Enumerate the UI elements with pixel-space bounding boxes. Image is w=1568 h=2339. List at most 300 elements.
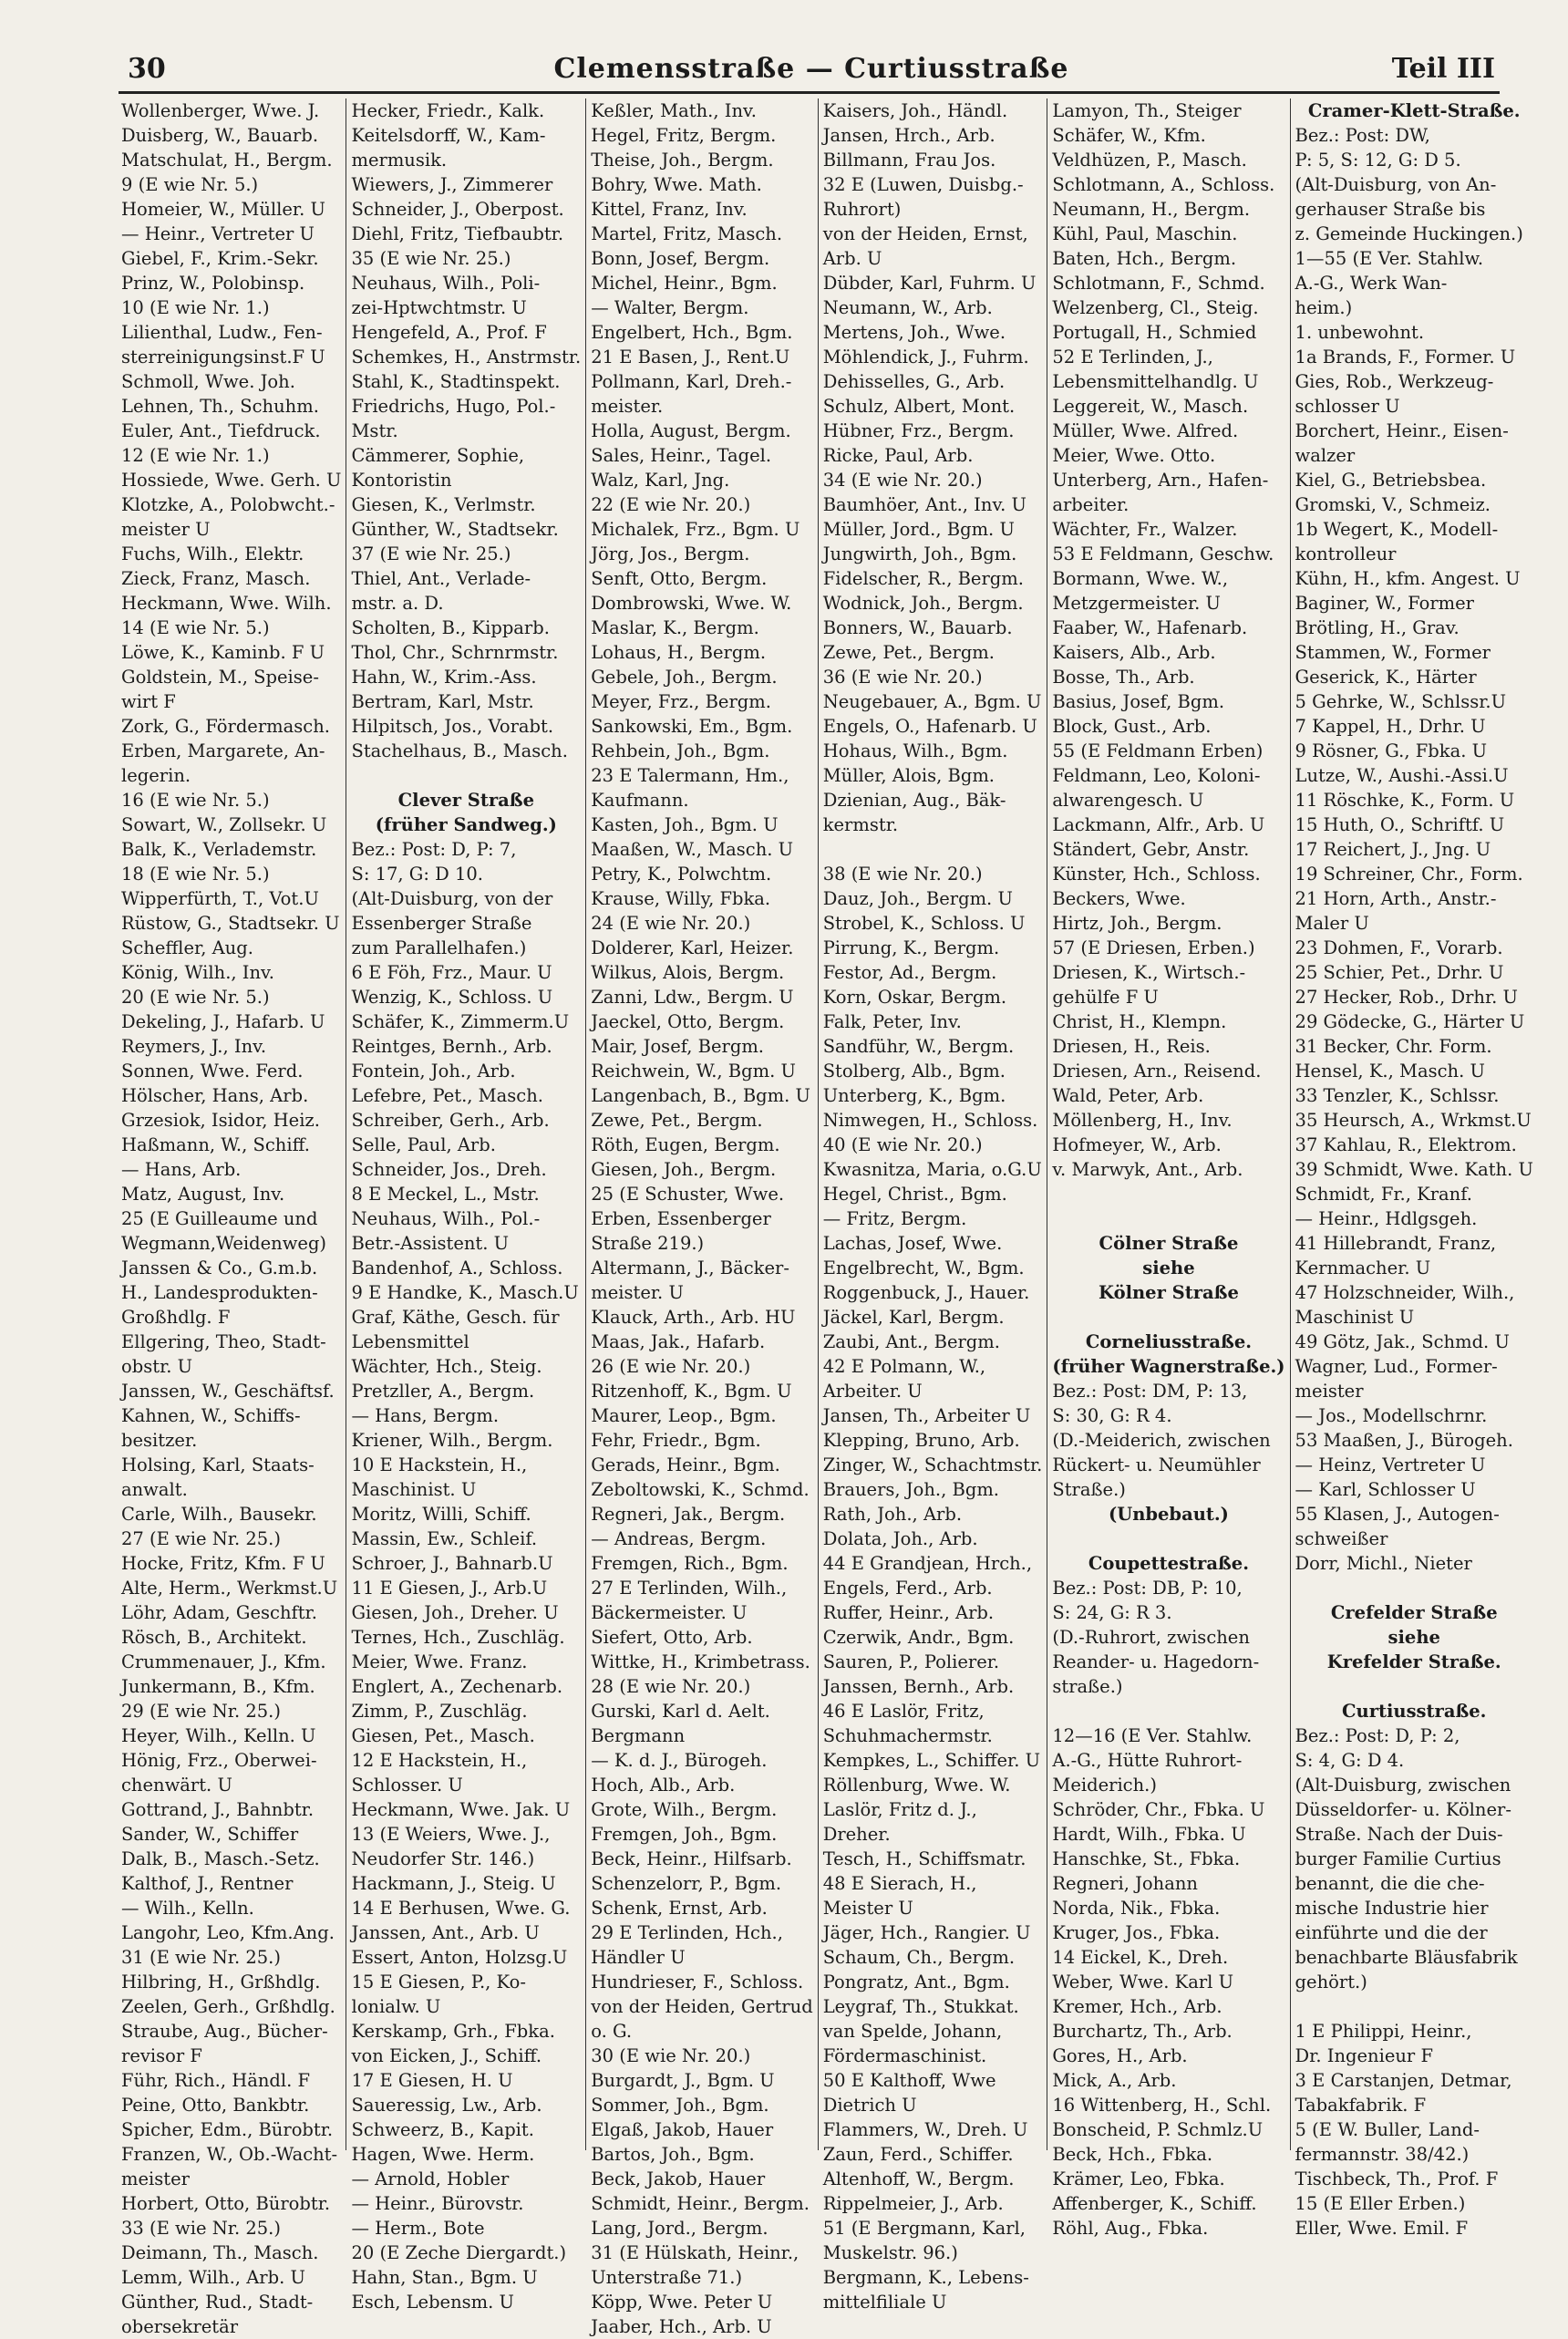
entry-line: Schlotmann, F., Schmd.	[1052, 273, 1265, 294]
entry-line: Cämmerer, Sophie,	[351, 445, 525, 466]
entry-line: Hardt, Wilh., Fbka. U	[1052, 1824, 1246, 1845]
entry-line: 12 (E wie Nr. 1.)	[121, 445, 270, 466]
entry-line: Kaufmann.	[591, 790, 689, 811]
entry-line: Düsseldorfer- u. Kölner-	[1295, 1799, 1511, 1820]
entry-line: straße.)	[1052, 1676, 1123, 1697]
entry-line: 27 Hecker, Rob., Drhr. U	[1295, 987, 1518, 1008]
entry-line: Baginer, W., Former	[1295, 593, 1475, 614]
entry-line: — Heinr., Bürovstr.	[351, 2193, 524, 2214]
entry-line: Dübder, Karl, Fuhrm. U	[822, 273, 1037, 294]
entry-line: Lohaus, H., Bergm.	[591, 642, 767, 663]
entry-line: 27 E Terlinden, Wilh.,	[591, 1578, 788, 1599]
entry-line: 10 E Hackstein, H.,	[351, 1454, 528, 1475]
entry-line	[1295, 1674, 1533, 1699]
entry-line: 53 Maaßen, J., Bürogeh.	[1295, 1430, 1513, 1451]
entry-line: Führ, Rich., Händl. F	[121, 2070, 311, 2091]
entry-line: Röth, Eugen, Bergm.	[591, 1134, 780, 1155]
entry-line: Dr. Ingenieur F	[1295, 2045, 1433, 2066]
entry-line: Wenzig, K., Schloss. U	[351, 987, 553, 1008]
entry-line: Jäger, Hch., Rangier. U	[822, 1922, 1031, 1943]
entry-line: von der Heiden, Gertrud	[591, 1996, 813, 2017]
entry-line: gerhauser Straße bis	[1295, 199, 1486, 220]
entry-line: S: 17, G: D 10.	[351, 864, 483, 885]
entry-line: Balk, K., Verlademstr.	[121, 839, 317, 860]
entry-line: Tesch, H., Schiffsmatr.	[822, 1848, 1026, 1869]
entry-line: Kaisers, Alb., Arb.	[1052, 642, 1216, 663]
entry-line	[1052, 1182, 1284, 1206]
entry-line: (Alt-Duisburg, zwischen	[1295, 1775, 1511, 1796]
entry-line: Weber, Wwe. Karl U	[1052, 1972, 1234, 1992]
entry-line: Klotzke, A., Polobwcht.-	[121, 494, 335, 515]
entry-line: Beck, Jakob, Hauer	[591, 2168, 766, 2189]
entry-line: Reymers, J., Inv.	[121, 1036, 267, 1057]
entry-line: Bez.: Post: DW,	[1295, 125, 1430, 146]
entry-line: Hundrieser, F., Schloss.	[591, 1972, 804, 1992]
entry-line: König, Wilh., Inv.	[121, 962, 274, 983]
entry-line: z. Gemeinde Huckingen.)	[1295, 223, 1523, 244]
entry-line: Czerwik, Andr., Bgm.	[822, 1627, 1015, 1648]
entry-line: Euler, Ant., Tiefdruck.	[121, 420, 321, 441]
entry-line: Klauck, Arth., Arb. HU	[591, 1307, 796, 1328]
entry-line: Großhdlg. F	[121, 1307, 231, 1328]
entry-line: gehört.)	[1295, 1972, 1367, 1992]
entry-line: 47 Holzschneider, Wilh.,	[1295, 1282, 1515, 1303]
entry-line: Driesen, H., Reis.	[1052, 1036, 1211, 1057]
entry-line: Kruger, Jos., Fbka.	[1052, 1922, 1221, 1943]
entry-line: — Walter, Bergm.	[591, 297, 749, 318]
entry-line: S: 4, G: D 4.	[1295, 1750, 1405, 1771]
entry-line: Fremgen, Rich., Bgm.	[591, 1553, 789, 1574]
entry-line: 1 E Philippi, Heinr.,	[1295, 2021, 1472, 2042]
entry-line: Reichwein, W., Bgm. U	[591, 1061, 796, 1082]
entry-line: Billmann, Frau Jos.	[822, 150, 996, 171]
entry-line: 16 (E wie Nr. 5.)	[121, 790, 270, 811]
entry-line: arbeiter.	[1052, 494, 1130, 515]
entry-line: Cramer-Klett-Straße.	[1307, 100, 1521, 121]
entry-line: Giebel, F., Krim.-Sekr.	[121, 248, 319, 269]
entry-line: 11 E Giesen, J., Arb.U	[351, 1578, 548, 1599]
entry-line: Schmidt, Fr., Kranf.	[1295, 1184, 1472, 1205]
entry-line: Krefelder Straße.	[1326, 1651, 1501, 1672]
entry-line: Jörg, Jos., Bergm.	[591, 543, 750, 564]
entry-line: von Eicken, J., Schiff.	[351, 2045, 542, 2066]
entry-line: van Spelde, Johann,	[822, 2021, 1003, 2042]
entry-line: Meier, Wwe. Franz.	[351, 1651, 528, 1672]
entry-line: Falk, Peter, Inv.	[822, 1011, 962, 1032]
entry-line: Meyer, Frz., Bergm.	[591, 691, 771, 712]
entry-line: Bertram, Karl, Mstr.	[351, 691, 534, 712]
entry-line: Rippelmeier, J., Arb.	[822, 2193, 1004, 2214]
entry-line: Keitelsdorff, W., Kam-	[351, 125, 546, 146]
entry-line: meister. U	[591, 1282, 684, 1303]
entry-line: Hossiede, Wwe. Gerh. U	[121, 470, 342, 491]
entry-line: Unterberg, K., Bgm.	[822, 1085, 1006, 1106]
entry-line: Neumann, W., Arb.	[822, 297, 993, 318]
entry-line: Thol, Chr., Schrnrmstr.	[351, 642, 559, 663]
entry-line: Duisberg, W., Bauarb.	[121, 125, 319, 146]
entry-line: Gebele, Joh., Bergm.	[591, 667, 778, 688]
entry-line: Sales, Heinr., Tagel.	[591, 445, 772, 466]
entry-line: Stahl, K., Stadtinspekt.	[351, 371, 561, 392]
entry-line: Schneider, Jos., Dreh.	[351, 1159, 547, 1180]
entry-line: (Unbebaut.)	[1108, 1504, 1229, 1525]
entry-line: siehe	[1387, 1627, 1440, 1648]
entry-line: 40 (E wie Nr. 20.)	[822, 1134, 983, 1155]
entry-line: Kittel, Franz, Inv.	[591, 199, 748, 220]
entry-line: Scheffler, Aug.	[121, 937, 253, 958]
entry-line: sterreinigungsinst.F U	[121, 347, 325, 367]
entry-line: Strobel, K., Schloss. U	[822, 913, 1026, 934]
entry-line: Clever Straße	[397, 790, 535, 811]
entry-line: Dietrich U	[822, 2095, 917, 2116]
entry-line: Langenbach, B., Bgm. U	[591, 1085, 810, 1106]
entry-line: Dreher.	[822, 1824, 891, 1845]
entry-line: burger Familie Curtius	[1295, 1848, 1501, 1869]
entry-line: Kühl, Paul, Maschin.	[1052, 223, 1238, 244]
entry-line: kontrolleur	[1295, 543, 1397, 564]
entry-line: Gromski, V., Schmeiz.	[1295, 494, 1491, 515]
entry-line: 15 (E Eller Erben.)	[1295, 2193, 1466, 2214]
entry-line: Günther, W., Stadtsekr.	[351, 519, 559, 540]
entry-line: 20 (E Zeche Diergardt.)	[351, 2242, 567, 2263]
entry-line: Senft, Otto, Bergm.	[591, 568, 768, 589]
entry-line: Curtiusstraße.	[1342, 1701, 1487, 1722]
entry-line: Röhl, Aug., Fbka.	[1052, 2218, 1209, 2239]
entry-line: — Jos., Modellschrnr.	[1295, 1405, 1488, 1426]
entry-line: 28 (E wie Nr. 20.)	[591, 1676, 751, 1697]
entry-line: von der Heiden, Ernst,	[822, 223, 1028, 244]
column-2	[346, 98, 585, 2313]
entry-line: meister.	[591, 396, 664, 417]
entry-line: Unterstraße 71.)	[591, 2267, 743, 2288]
entry-line: Ritzenhoff, K., Bgm. U	[591, 1381, 792, 1402]
entry-line: Feldmann, Leo, Koloni-	[1052, 765, 1261, 786]
entry-line: Alte, Herm., Werkmst.U	[121, 1578, 338, 1599]
entry-line: Hahn, Stan., Bgm. U	[351, 2267, 538, 2288]
entry-line: 52 E Terlinden, J.,	[1052, 347, 1213, 367]
entry-line: Goldstein, M., Speise-	[121, 667, 319, 688]
entry-line: Müller, Wwe. Alfred.	[1052, 420, 1239, 441]
entry-line: Wittke, H., Krimbetrass.	[591, 1651, 810, 1672]
entry-line: Beck, Hch., Fbka.	[1052, 2144, 1213, 2165]
entry-line: Wiewers, J., Zimmerer	[351, 174, 553, 195]
entry-line: 25 (E Schuster, Wwe.	[591, 1184, 785, 1205]
column-5	[1047, 98, 1289, 2239]
entry-line: Bez.: Post: D, P: 2,	[1295, 1725, 1460, 1746]
entry-line: Gerads, Heinr., Bgm.	[591, 1454, 780, 1475]
entry-line: Grzesiok, Isidor, Heiz.	[121, 1110, 320, 1131]
entry-line: Kalthof, J., Rentner	[121, 1873, 294, 1894]
entry-line	[823, 837, 1043, 862]
entry-line: Baumhöer, Ant., Inv. U	[822, 494, 1026, 515]
entry-line: — Heinr., Vertreter U	[121, 223, 315, 244]
entry-line: Selle, Paul, Arb.	[351, 1134, 496, 1155]
entry-line: 32 E (Luwen, Duisbg.-	[822, 174, 1024, 195]
entry-line: Dekeling, J., Hafarb. U	[121, 1011, 325, 1032]
entry-line: Bergmann	[591, 1725, 686, 1746]
entry-line: 1b Wegert, K., Modell-	[1295, 519, 1499, 540]
entry-line: Klepping, Bruno, Arb.	[822, 1430, 1020, 1451]
entry-line: Borchert, Heinr., Eisen-	[1295, 420, 1509, 441]
entry-line: Geserick, K., Härter	[1295, 667, 1477, 688]
entry-line: 12 E Hackstein, H.,	[351, 1750, 528, 1771]
entry-line: Bez.: Post: DB, P: 10,	[1052, 1578, 1243, 1599]
entry-line: Löwe, K., Kaminb. F U	[121, 642, 325, 663]
entry-line: Christ, H., Klempn.	[1052, 1011, 1227, 1032]
entry-line: Hegel, Christ., Bgm.	[822, 1184, 1007, 1205]
entry-line: Janssen, Bernh., Arb.	[822, 1676, 1015, 1697]
entry-line: Schneider, J., Oberpost.	[351, 199, 564, 220]
entry-line: Wagner, Lud., Former-	[1295, 1356, 1498, 1377]
entry-line: zei-Hptwchtmstr. U	[351, 297, 527, 318]
entry-line: 15 Huth, O., Schriftf. U	[1295, 814, 1505, 835]
entry-line: Sandführ, W., Bergm.	[822, 1036, 1015, 1057]
entry-line: 7 Kappel, H., Drhr. U	[1295, 716, 1486, 737]
entry-line: 12—16 (E Ver. Stahlw.	[1052, 1725, 1253, 1746]
entry-line: Hengefeld, A., Prof. F	[351, 322, 547, 343]
entry-line: 17 Reichert, J., Jng. U	[1295, 839, 1491, 860]
entry-line: 31 Becker, Chr. Form.	[1295, 1036, 1492, 1057]
entry-line: Erben, Margarete, An-	[121, 740, 325, 761]
entry-line: Hahn, W., Krim.-Ass.	[351, 667, 537, 688]
entry-line: 17 E Giesen, H. U	[351, 2070, 513, 2091]
entry-line: Siefert, Otto, Arb.	[591, 1627, 753, 1648]
entry-line: S: 30, G: R 4.	[1052, 1405, 1172, 1426]
entry-line: Maler U	[1295, 913, 1369, 934]
entry-line: 24 (E wie Nr. 20.)	[591, 913, 751, 934]
entry-line: Straße.)	[1052, 1479, 1126, 1500]
entry-line: Zinger, W., Schachtmstr.	[822, 1454, 1043, 1475]
entry-line: Gies, Rob., Werkzeug-	[1295, 371, 1494, 392]
entry-line: Bohry, Wwe. Math.	[591, 174, 762, 195]
entry-line: Fremgen, Joh., Bgm.	[591, 1824, 778, 1845]
entry-line: Altermann, J., Bäcker-	[591, 1257, 789, 1278]
entry-line: Fördermaschinist.	[822, 2045, 987, 2066]
entry-line: Janssen & Co., G.m.b.	[121, 1257, 318, 1278]
entry-line: Schuhmachermstr.	[822, 1725, 993, 1746]
entry-line: Jansen, Th., Arbeiter U	[822, 1405, 1031, 1426]
entry-line: Roggenbuck, J., Hauer.	[822, 1282, 1030, 1303]
entry-line: Holla, August, Bergm.	[591, 420, 791, 441]
entry-line: Giesen, K., Verlmstr.	[351, 494, 536, 515]
entry-line: Engels, O., Hafenarb. U	[822, 716, 1037, 737]
entry-line: A.-G., Hütte Ruhrort-	[1052, 1750, 1243, 1771]
entry-line: Lang, Jord., Bergm.	[591, 2218, 769, 2239]
entry-line: 14 Eickel, K., Dreh.	[1052, 1947, 1229, 1968]
entry-line: 21 E Basen, J., Rent.U	[591, 347, 790, 367]
entry-line: Peine, Otto, Bankbtr.	[121, 2095, 310, 2116]
entry-line: Hackmann, J., Steig. U	[351, 1873, 556, 1894]
entry-line: meister U	[121, 519, 211, 540]
entry-line: S: 24, G: R 3.	[1052, 1602, 1172, 1623]
entry-line: Maschinist U	[1295, 1307, 1415, 1328]
entry-line: Baten, Hch., Bergm.	[1052, 248, 1237, 269]
entry-line: 5 Gehrke, W., Schlssr.U	[1295, 691, 1507, 712]
entry-line: Rösch, B., Architekt.	[121, 1627, 307, 1648]
entry-line: Schäfer, W., Kfm.	[1052, 125, 1206, 146]
entry-line: Carle, Wilh., Bausekr.	[121, 1504, 317, 1525]
entry-line: lonialw. U	[351, 1996, 441, 2017]
entry-line: Kasten, Joh., Bgm. U	[591, 814, 779, 835]
entry-line: 30 (E wie Nr. 20.)	[591, 2045, 751, 2066]
entry-line: Straube, Aug., Bücher-	[121, 2021, 328, 2042]
entry-line: Matschulat, H., Bergm.	[121, 150, 333, 171]
entry-line: Veldhüzen, P., Masch.	[1052, 150, 1247, 171]
entry-line: Mair, Josef, Bergm.	[591, 1036, 765, 1057]
entry-line: Kühn, H., kfm. Angest. U	[1295, 568, 1521, 589]
entry-line: Gottrand, J., Bahnbtr.	[121, 1799, 315, 1820]
entry-line: Portugall, H., Schmied	[1052, 322, 1257, 343]
entry-line	[1052, 1699, 1284, 1723]
entry-line: Welzenberg, Cl., Steig.	[1052, 297, 1259, 318]
entry-line: Crefelder Straße	[1330, 1602, 1498, 1623]
entry-line	[1052, 1206, 1284, 1231]
entry-line: Schröder, Chr., Fbka. U	[1052, 1799, 1265, 1820]
entry-line: Zimm, P., Zuschläg.	[351, 1701, 528, 1722]
entry-line: Wilkus, Alois, Bergm.	[591, 962, 785, 983]
entry-line: besitzer.	[121, 1430, 198, 1451]
entry-line: 53 E Feldmann, Geschw.	[1052, 543, 1274, 564]
entry-line: Englert, A., Zechenarb.	[351, 1676, 563, 1697]
entry-line: Lefebre, Pet., Masch.	[351, 1085, 543, 1106]
entry-line: Arb. U	[822, 248, 882, 269]
entry-line: Burgardt, J., Bgm. U	[591, 2070, 775, 2091]
entry-line: Kölner Straße	[1099, 1282, 1239, 1303]
entry-line: Schmidt, Heinr., Bergm.	[591, 2193, 810, 2214]
entry-line: 39 Schmidt, Wwe. Kath. U	[1295, 1159, 1533, 1180]
entry-line: Scholten, B., Kipparb.	[351, 617, 550, 638]
entry-line: Thiel, Ant., Verlade-	[351, 568, 531, 589]
entry-line: Schenk, Ernst, Arb.	[591, 1898, 768, 1919]
entry-line: Mstr.	[351, 420, 398, 441]
entry-line: Faaber, W., Hafenarb.	[1052, 617, 1248, 638]
entry-line: 38 (E wie Nr. 20.)	[822, 864, 983, 885]
entry-line: Müller, Jord., Bgm. U	[822, 519, 1015, 540]
entry-line: Bergmann, K., Lebens-	[822, 2267, 1029, 2288]
entry-line: Lemm, Wilh., Arb. U	[121, 2267, 305, 2288]
entry-line: Brauers, Joh., Bgm.	[822, 1479, 1000, 1500]
entry-line: Neuhaus, Wilh., Pol.-	[351, 1208, 541, 1229]
entry-line: Wipperfürth, T., Vot.U	[121, 888, 319, 909]
entry-line: Hanschke, St., Fbka.	[1052, 1848, 1241, 1869]
entry-line: Zaubi, Ant., Bergm.	[822, 1331, 1000, 1352]
entry-line: 3 E Carstanjen, Detmar,	[1295, 2070, 1512, 2091]
entry-line: Krause, Willy, Fbka.	[591, 888, 771, 909]
page-header	[128, 47, 1495, 91]
entry-line: Leygraf, Th., Stukkat.	[822, 1996, 1019, 2017]
entry-line: Basius, Josef, Bgm.	[1052, 691, 1225, 712]
entry-line: Homeier, W., Müller. U	[121, 199, 325, 220]
entry-line: Moritz, Willi, Schiff.	[351, 1504, 531, 1525]
page-number: 30	[128, 53, 166, 85]
entry-line: 29 Gödecke, G., Härter U	[1295, 1011, 1525, 1032]
entry-line: Hölscher, Hans, Arb.	[121, 1085, 309, 1106]
entry-line: Matz, August, Inv.	[121, 1184, 285, 1205]
entry-line: Brötling, H., Grav.	[1295, 617, 1460, 638]
entry-line: 29 E Terlinden, Hch.,	[591, 1922, 783, 1943]
entry-line: Eller, Wwe. Emil. F	[1295, 2218, 1469, 2239]
entry-line: 20 (E wie Nr. 5.)	[121, 987, 270, 1008]
section-label: Teil III	[1391, 53, 1495, 85]
entry-line: — K. d. J., Bürogeh.	[591, 1750, 768, 1771]
entry-line: Janssen, W., Geschäftsf.	[121, 1381, 335, 1402]
entry-line: — Fritz, Bergm.	[822, 1208, 967, 1229]
entry-line: (D.-Meiderich, zwischen	[1052, 1430, 1271, 1451]
entry-line: mittelfiliale U	[822, 2292, 947, 2313]
entry-line: Wollenberger, Wwe. J.	[121, 100, 320, 121]
entry-line: Coupettestraße.	[1088, 1553, 1249, 1574]
entry-line: 22 (E wie Nr. 20.)	[591, 494, 751, 515]
entry-line: 33 (E wie Nr. 25.)	[121, 2218, 281, 2239]
entry-line: Kahnen, W., Schiffs-	[121, 1405, 301, 1426]
entry-line: Hegel, Fritz, Bergm.	[591, 125, 777, 146]
entry-line: Krämer, Leo, Fbka.	[1052, 2168, 1225, 2189]
entry-line: Corneliusstraße.	[1085, 1331, 1253, 1352]
entry-line: — Andreas, Bergm.	[591, 1528, 767, 1549]
entry-line: Petry, K., Polwchtm.	[591, 864, 772, 885]
entry-line: 21 Horn, Arth., Anstr.-	[1295, 888, 1497, 909]
entry-line: — Arnold, Hobler	[351, 2168, 510, 2189]
column-4	[818, 98, 1047, 2313]
entry-line: Kiel, G., Betriebsbea.	[1295, 470, 1487, 491]
entry-line: Rückert- u. Neumühler	[1052, 1454, 1261, 1475]
entry-line: mische Industrie hier	[1295, 1898, 1489, 1919]
entry-line: benannt, die die che-	[1295, 1873, 1485, 1894]
entry-line: Lachas, Josef, Wwe.	[822, 1233, 1003, 1254]
entry-line: Hoch, Alb., Arb.	[591, 1775, 736, 1796]
entry-line: Bartos, Joh., Bgm.	[591, 2144, 755, 2165]
entry-line: Dorr, Michl., Nieter	[1295, 1553, 1472, 1574]
entry-line: Händler U	[591, 1947, 686, 1968]
entry-line: Keßler, Math., Inv.	[591, 100, 757, 121]
entry-line: Wegmann,Weidenweg)	[121, 1233, 327, 1254]
entry-line: Hagen, Wwe. Herm.	[351, 2144, 535, 2165]
entry-line: Unterberg, Arn., Hafen-	[1052, 470, 1269, 491]
entry-line: 8 E Meckel, L., Mstr.	[351, 1184, 540, 1205]
entry-line: Bonscheid, P. Schmlz.U	[1052, 2119, 1264, 2140]
entry-line: Sankowski, Em., Bgm.	[591, 716, 793, 737]
entry-line: Schmoll, Wwe. Joh.	[121, 371, 295, 392]
entry-line: Meier, Wwe. Otto.	[1052, 445, 1216, 466]
entry-line: Lackmann, Alfr., Arb. U	[1052, 814, 1265, 835]
entry-line: Fidelscher, R., Bergm.	[822, 568, 1024, 589]
entry-line: Cölner Straße	[1099, 1233, 1239, 1254]
entry-line: 1. unbewohnt.	[1295, 322, 1425, 343]
entry-line: Wodnick, Joh., Bergm.	[822, 593, 1024, 614]
entry-line: 9 Rösner, G., Fbka. U	[1295, 740, 1488, 761]
entry-line: Sander, W., Schiffer	[121, 1824, 299, 1845]
entry-line: Dombrowski, Wwe. W.	[591, 593, 792, 614]
entry-line: (Alt-Duisburg, von der	[351, 888, 553, 909]
entry-line: Dolderer, Karl, Heizer.	[591, 937, 794, 958]
entry-line: Ellgering, Theo, Stadt-	[121, 1331, 326, 1352]
entry-line: Flammers, W., Dreh. U	[822, 2119, 1028, 2140]
entry-line: Schlosser. U	[351, 1775, 463, 1796]
entry-line: Schaum, Ch., Bergm.	[822, 1947, 1016, 1968]
entry-line: Ternes, Hch., Zuschläg.	[351, 1627, 565, 1648]
entry-line: Meiderich.)	[1052, 1775, 1157, 1796]
entry-line: Esch, Lebensm. U	[351, 2292, 514, 2313]
entry-line: Gurski, Karl d. Aelt.	[591, 1701, 770, 1722]
entry-line: Korn, Oskar, Bergm.	[822, 987, 1007, 1008]
entry-line: Zieck, Franz, Masch.	[121, 568, 311, 589]
entry-line: zum Parallelhafen.)	[351, 937, 527, 958]
entry-line	[1295, 1576, 1533, 1600]
entry-line: kermstr.	[822, 814, 899, 835]
column-6	[1290, 98, 1538, 2239]
entry-line: Kaisers, Joh., Händl.	[822, 100, 1008, 121]
entry-line: mstr. a. D.	[351, 593, 444, 614]
